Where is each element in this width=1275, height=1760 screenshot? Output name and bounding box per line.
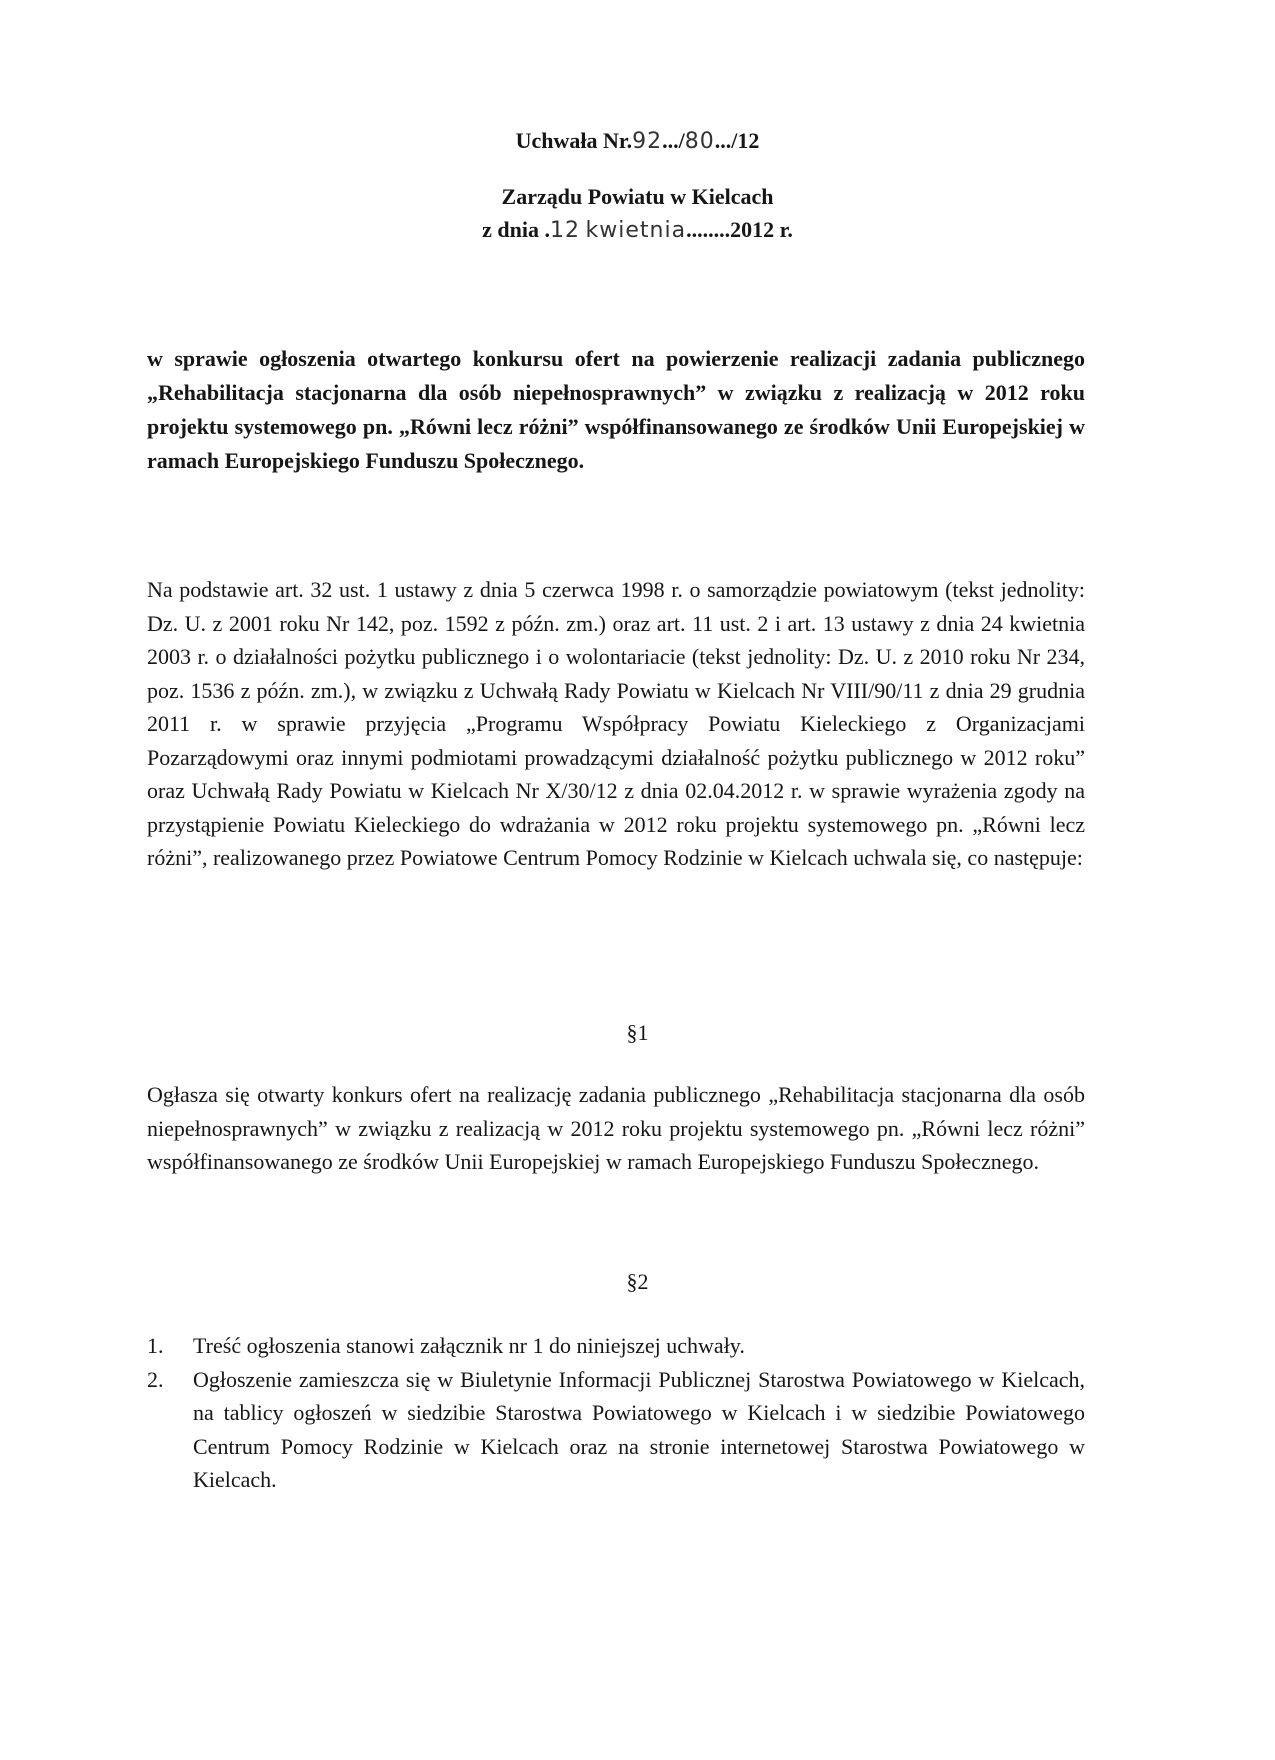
title-suffix: /12 bbox=[731, 128, 760, 153]
handwritten-day: 12 bbox=[550, 218, 581, 243]
section-1-text: Ogłasza się otwarty konkurs ofert na realizację zadania publicznego „Rehabilitacja stacjonarna dla osób niepełnosprawnych” w związku z realizacją w 2012 roku projektu systemowego pn. „Równi lecz różni” współfinansowanego ze środków Unii Europejskiej w ramach Europejskiego Funduszu Społecznego. bbox=[147, 1082, 1085, 1174]
date-dots: ........ bbox=[686, 217, 731, 242]
resolution-title bbox=[0, 127, 1275, 156]
section-2-list bbox=[147, 1329, 1085, 1497]
handwritten-month: kwietnia bbox=[585, 218, 687, 243]
number-dots-2: ... bbox=[714, 128, 732, 153]
list-item bbox=[147, 1329, 1085, 1363]
date-suffix: 2012 r. bbox=[730, 217, 793, 242]
issuer: Zarządu Powiatu w Kielcach bbox=[501, 184, 774, 209]
handwritten-number-1: 92 bbox=[632, 129, 663, 154]
legal-basis-paragraph: Na podstawie art. 32 ust. 1 ustawy z dnia 5 czerwca 1998 r. o samorządzie powiatowym (tekst jednolity: Dz. U. z 2001 roku Nr 142, poz. 1592 z późn. zm.) oraz art. 11 ust. 2 i art. 13 ustawy z dnia 24 kwietnia 2003 r. o działalności pożytku publicznego i o wolontariacie (tekst jednolity: Dz. U. z 2010 roku Nr 234, poz. 1536 z późn. zm.), w związku z Uchwałą Rady Powiatu w Kielcach Nr VIII/90/11 z dnia 29 grudnia 2011 r. w sprawie przyjęcia „Programu Współpracy Powiatu Kieleckiego z Organizacjami Pozarządowymi oraz innymi podmiotami prowadzącymi działalność pożytku publicznego w 2012 roku” oraz Uchwałą Rady Powiatu w Kielcach Nr X/30/12 z dnia 02.04.2012 r. w sprawie wyrażenia zgody na przystąpienie Powiatu Kieleckiego do wdrażania w 2012 roku projektu systemowego pn. „Równi lecz różni”, realizowanego przez Powiatowe Centrum Pomocy Rodzinie w Kielcach uchwala się, co następuje: bbox=[147, 577, 1085, 870]
section-1-sign: §1 bbox=[626, 1020, 649, 1045]
resolution-date bbox=[0, 216, 1275, 245]
section-2-sign: §2 bbox=[626, 1269, 649, 1294]
title-prefix: Uchwała Nr. bbox=[515, 128, 633, 153]
date-prefix: z dnia . bbox=[482, 217, 551, 242]
list-item bbox=[147, 1363, 1085, 1497]
handwritten-number-2: 80 bbox=[684, 129, 715, 154]
number-separator: / bbox=[678, 128, 685, 153]
list-item-text: Ogłoszenie zamieszcza się w Biuletynie Informacji Publicznej Starostwa Powiatowego w Kielcach, na tablicy ogłoszeń w siedzibie Starostwa Powiatowego w Kielcach i w siedzibie Powiatowego Centrum Pomocy Rodzinie w Kielcach oraz na stronie internetowej Starostwa Powiatowego w Kielcach. bbox=[193, 1366, 1085, 1492]
number-dots-1: ... bbox=[662, 128, 679, 153]
list-item-number: 2. bbox=[147, 1366, 164, 1392]
list-item-number: 1. bbox=[147, 1333, 164, 1358]
resolution-subject: w sprawie ogłoszenia otwartego konkursu ofert na powierzenie realizacji zadania publicznego „Rehabilitacja stacjonarna dla osób niepełnosprawnych” w związku z realizacją w 2012 roku projektu systemowego pn. „Równi lecz różni” współfinansowanego ze środków Unii Europejskiej w ramach Europejskiego Funduszu Społecznego. bbox=[147, 346, 1085, 473]
list-item-text: Treść ogłoszenia stanowi załącznik nr 1 do niniejszej uchwały. bbox=[193, 1333, 745, 1358]
